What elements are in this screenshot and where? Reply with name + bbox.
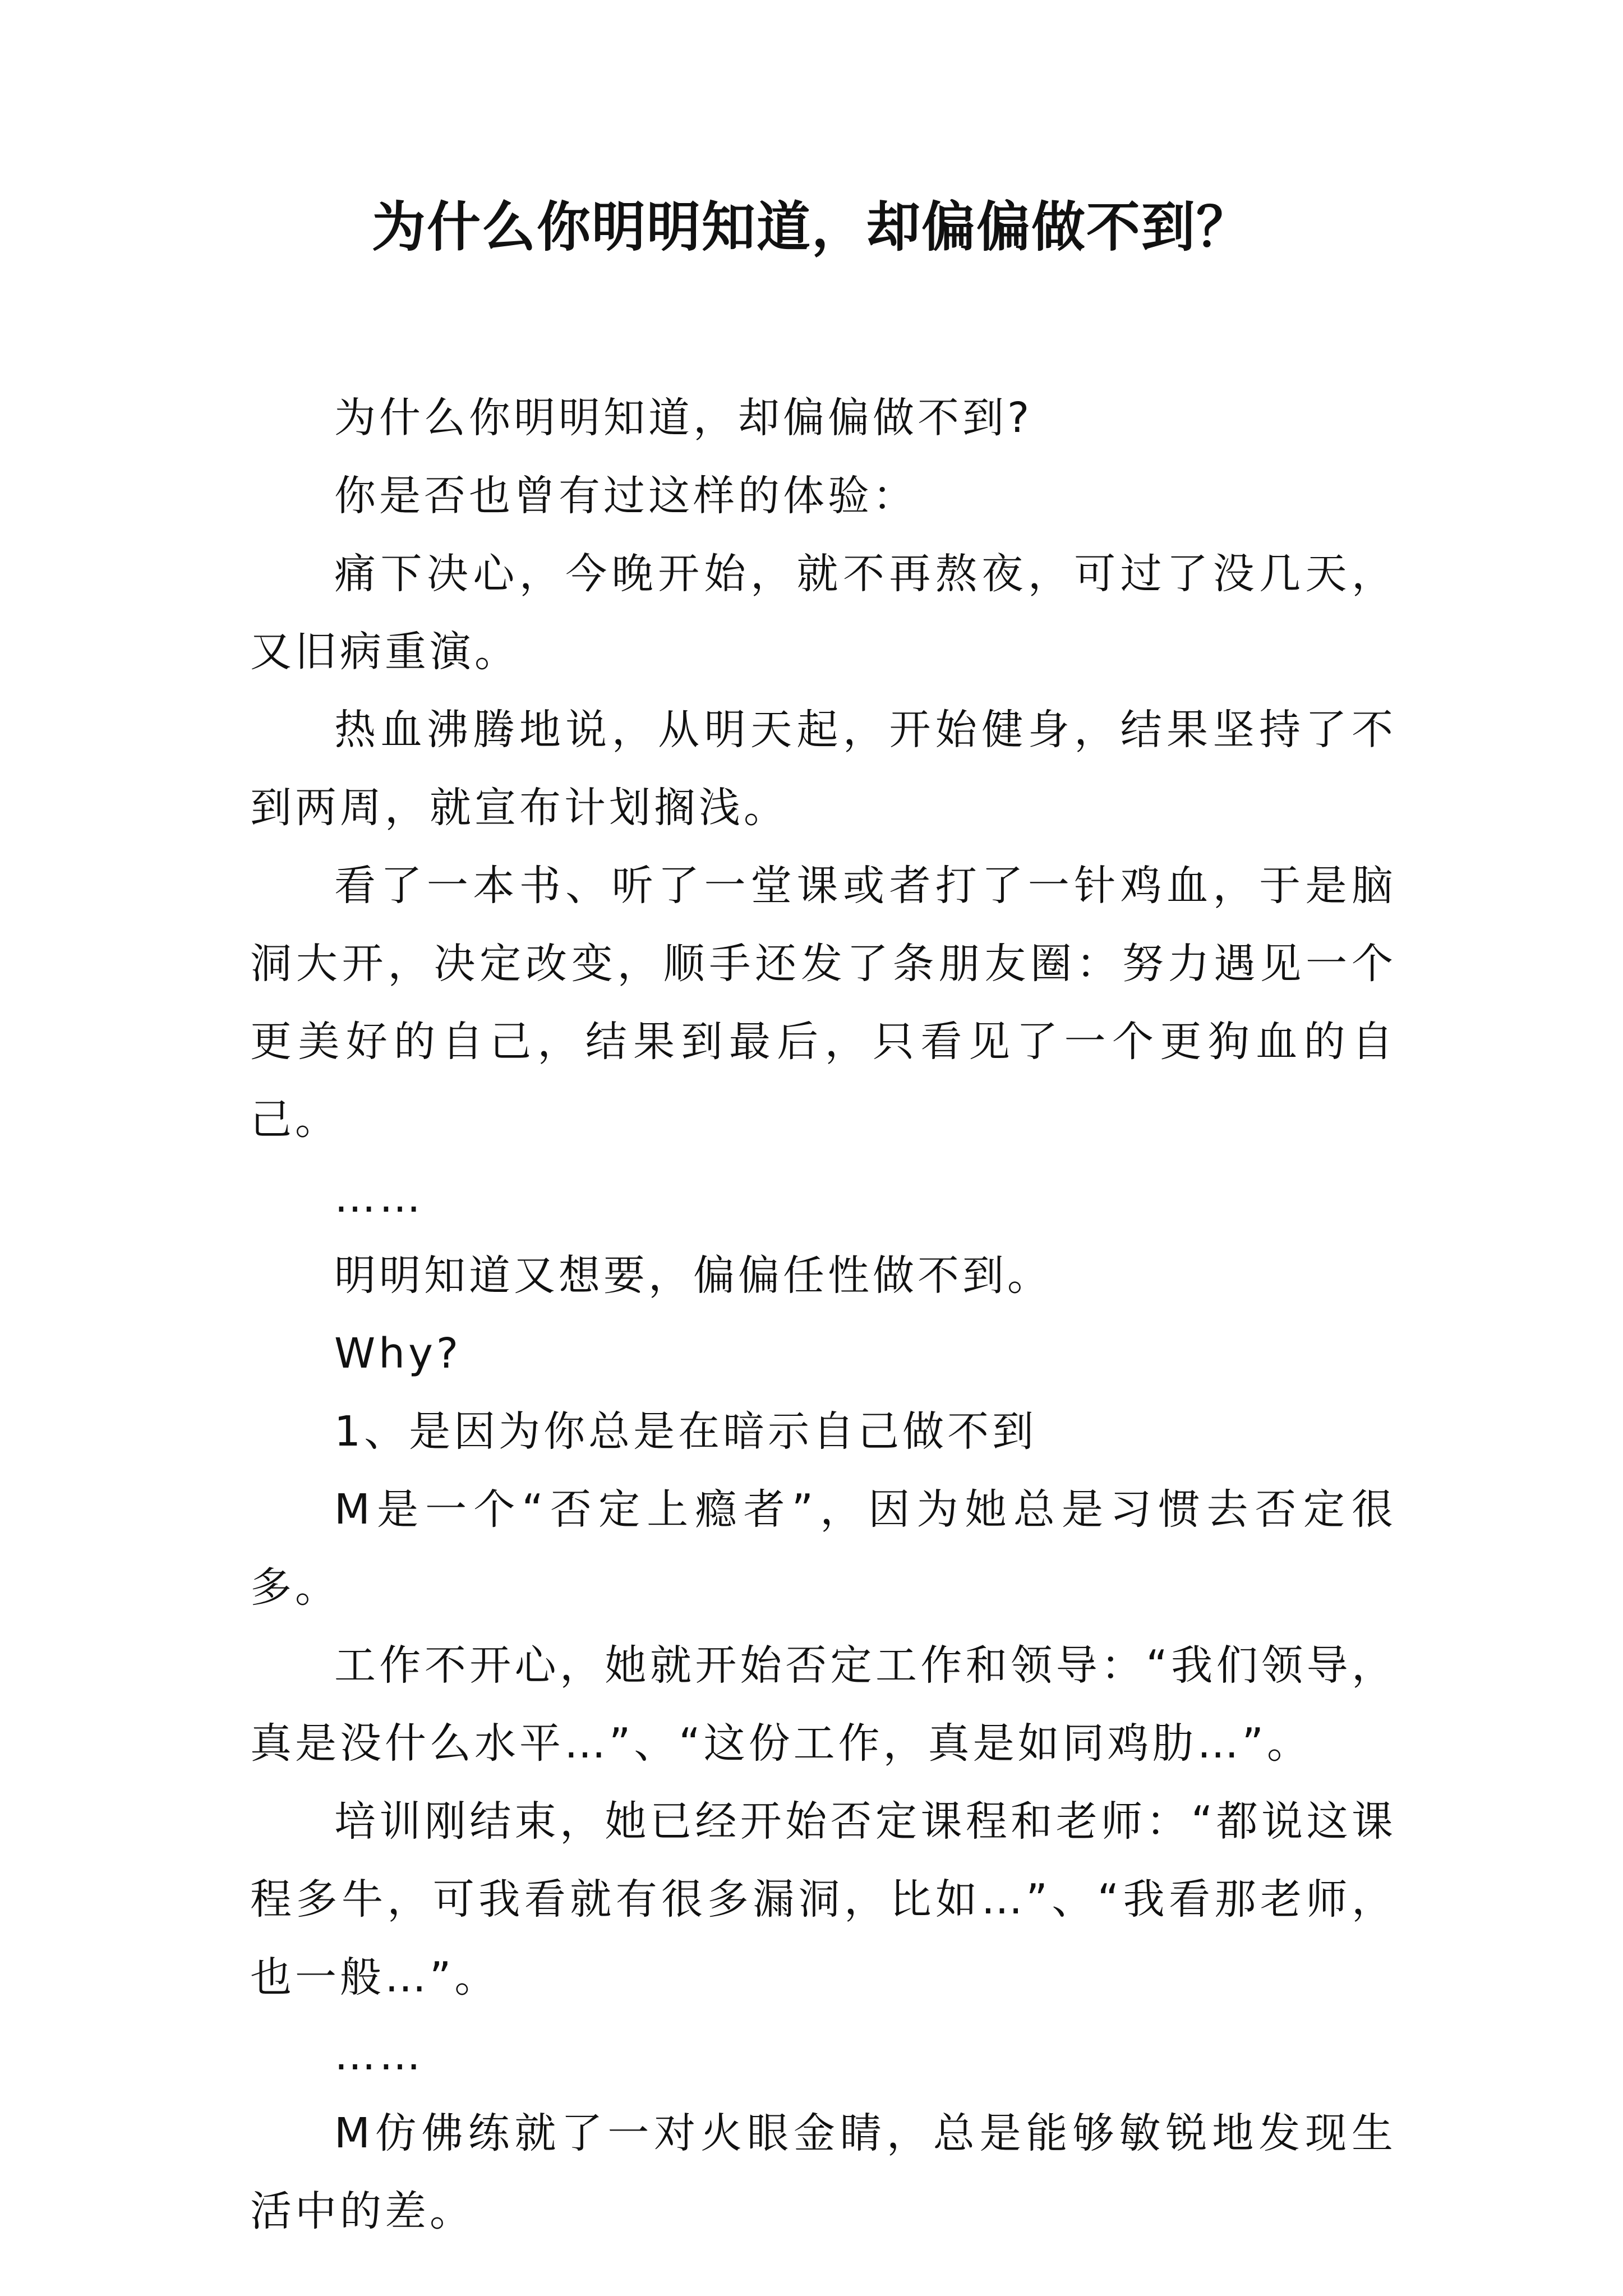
document-body	[250, 379, 1396, 2251]
paragraph: M仿佛练就了一对火眼金睛，总是能够敏锐地发现生活中的差。	[250, 2109, 1396, 2235]
paragraph: 为什么你明明知道，却偏偏做不到?	[334, 394, 1033, 442]
paragraph: M是一个“否定上瘾者”，因为她总是习惯去否定很多。	[250, 1485, 1396, 1612]
paragraph: 看了一本书、听了一堂课或者打了一针鸡血，于是脑洞大开，决定改变，顺手还发了条朋友圈：努力遇见一个更美好的自己，结果到最后，只看见了一个更狗血的自己。	[250, 862, 1396, 1144]
ellipsis-paragraph: ……	[334, 1174, 424, 1222]
paragraph: 热血沸腾地说，从明天起，开始健身，结果坚持了不到两周，就宣布计划搁浅。	[250, 706, 1396, 832]
document-title: 为什么你明明知道，却偏偏做不到？	[372, 195, 1251, 259]
paragraph: Why?	[334, 1329, 462, 1378]
paragraph: 工作不开心，她就开始否定工作和领导：“我们领导，真是没什么水平…”、“这份工作，真是如同鸡肋…”。	[250, 1641, 1396, 1768]
paragraph: 痛下决心，今晚开始，就不再熬夜，可过了没几天，又旧病重演。	[250, 550, 1396, 676]
paragraph: 培训刚结束，她已经开始否定课程和老师：“都说这课程多牛，可我看就有很多漏洞，比如…”、“我看那老师，也一般…”。	[250, 1797, 1396, 2001]
paragraph: 明明知道又想要，偏偏任性做不到。	[334, 1251, 1052, 1300]
ellipsis-paragraph: ……	[334, 2031, 424, 2079]
section-heading: 1、是因为你总是在暗示自己做不到	[334, 1407, 1038, 1456]
paragraph: 你是否也曾有过这样的体验：	[334, 472, 917, 520]
